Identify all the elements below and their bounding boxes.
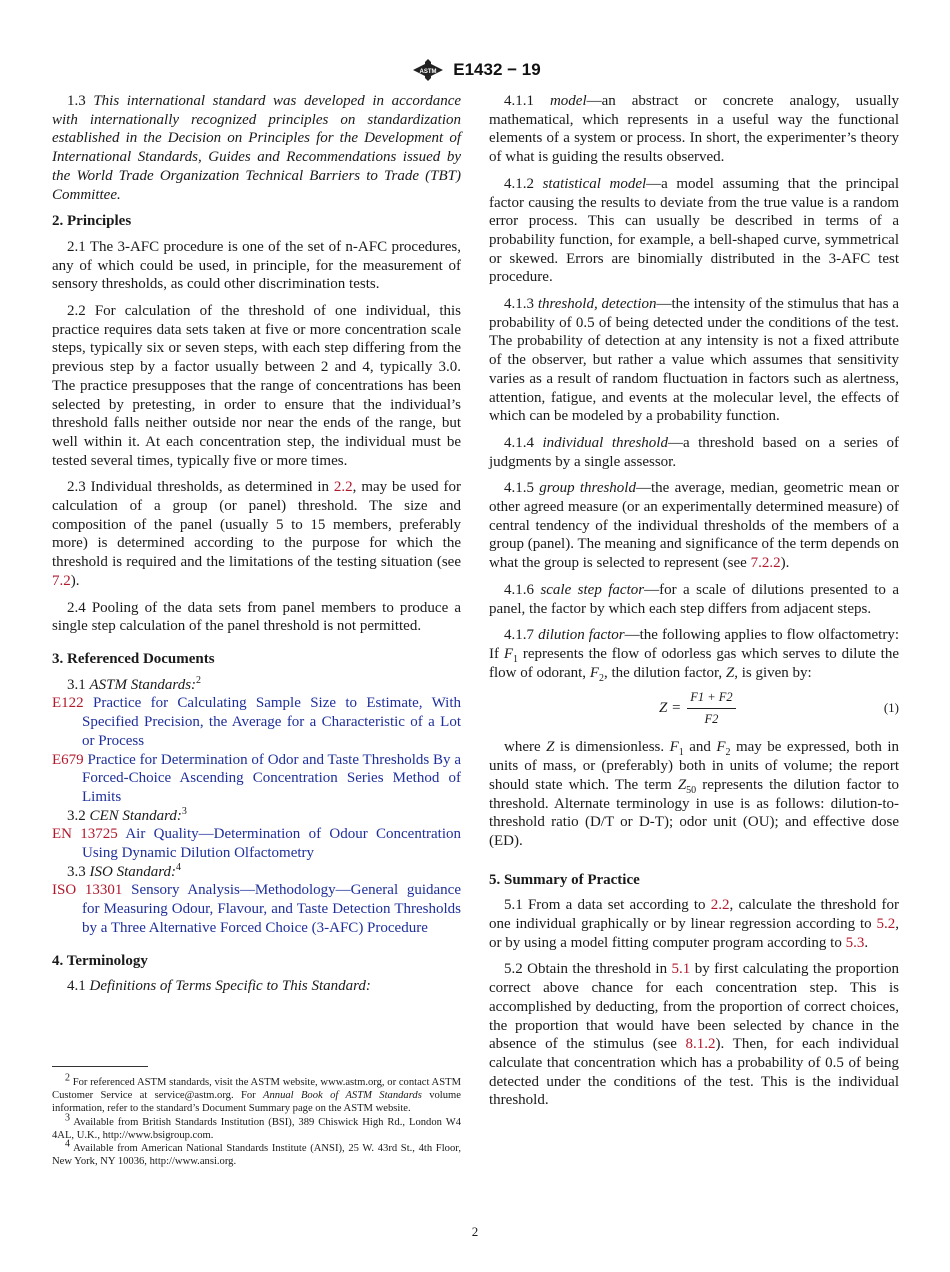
section-2-2: 2.2 For calculation of the threshold of one individual, this practice requires data sets taken at five or more concentration scale steps, typically six or seven steps, with each step differing from the previous step by a factor usually between 2 and 4, typically 3.0. The practice presupposes that the range of concentrations has been selected by pretesting, in order to ensure that the individual’s threshold falls neither outside nor near the ends of the range, but well within it. At each concentration step, the individual must be tested several times, typically five or more times. — [52, 303, 461, 469]
footnote-2: $^2$ For referenced ASTM standards, visit the ASTM website, www.astm.org, or contact ASTM Customer Service at service@astm.org. For Annual Book of ASTM Standards volume information, refer to the standard’s Document Summary page on the ASTM website. — [52, 1072, 461, 1115]
where-paragraph: where Z is dimensionless. $F_1$ and $F_2$ may be expressed, both in units of mass, or (preferably) both in units of volume; the report should state which. The term $Z_{50}$ represents the dilution factor to threshold. Alternate terminology in use is as follows: dilution-to-threshold ratio (D/T or D-T); odor unit (OU); and effective dose (ED). — [489, 739, 899, 849]
equation-number: (1) — [883, 700, 899, 716]
footnote-3: $^3$ Available from British Standards Institution (BSI), 389 Chiswick High Rd., London W4 4AL, U.K., http://www.bsigroup.com. — [52, 1112, 461, 1141]
equation-numerator: F1 + F2 — [687, 688, 735, 709]
definition-4-1-1: 4.1.1 model—an abstract or concrete analogy, usually mathematical, which represents in a useful way the functional elements of a system or process. In short, the experimenter’s theory of what is guiding the results observed. — [489, 93, 900, 166]
ref-e679[interactable]: E679 Practice for Determination of Odor and Taste Thresholds By a Forced-Choice Ascending Concentration Series Method of Limits — [52, 751, 461, 805]
section-1-3: 1.3 This international standard was developed in accordance with internationally recognized principles on standardization established in the Decision on Principles for the Development of International Standards, Guides and Recommendations issued by the World Trade Organization Technical Barriers to Trade (TBT) Committee. — [52, 93, 462, 203]
section-5-heading: 5. Summary of Practice — [489, 871, 640, 888]
section-3-2: 3.2 CEN Standard:$^3$ — [67, 805, 187, 824]
svg-text:ASTM: ASTM — [419, 69, 437, 75]
equation-lhs: Z = — [659, 700, 682, 717]
section-2-4: 2.4 Pooling of the data sets from panel members to produce a single step calculation of the panel threshold is not permitted. — [52, 599, 461, 635]
section-2-1: 2.1 The 3-AFC procedure is one of the set of n-AFC procedures, any of which could be used, in principle, for the measurement of sensory thresholds, as could other discrimination tests. — [52, 238, 461, 293]
definition-4-1-2: 4.1.2 statistical model—a model assuming that the principal factor causing the results to deviate from the true value is a random error process. This can usually be described in terms of a probability function, for example, a bell-shaped curve, symmetrical or skewed. Errors are binomially distributed in the 3-AFC test procedure. — [489, 175, 899, 286]
section-2-3: 2.3 Individual thresholds, as determined in 2.2, may be used for calculation of a group (or panel) threshold. The size and composition of the panel (usually 5 to 15 members, preferably more) is determined according to the purpose for which the threshold is required and the limitations of the testing situation (see 7.2). — [52, 479, 462, 589]
left-column — [52, 92, 461, 996]
link-2-2[interactable]: 2.2 — [710, 897, 730, 914]
link-5-1[interactable]: 5.1 — [671, 961, 691, 978]
equation-denominator: F2 — [704, 711, 719, 726]
link-8-1-2[interactable]: 8.1.2 — [685, 1036, 716, 1053]
section-5-1: 5.1 From a data set according to 2.2, calculate the threshold for one individual graphically or by linear regression according to 5.2, or by using a model fitting computer program according to 5.3. — [489, 897, 899, 951]
definition-4-1-7: 4.1.7 dilution factor—the following applies to flow olfactometry: If $F_1$ represents the flow of odorless gas which serves to dilute the flow of odorant, $F_2$, the dilution factor, Z, is given by: — [489, 627, 900, 684]
link-7-2[interactable]: 7.2 — [52, 572, 71, 589]
definition-4-1-4: 4.1.4 individual threshold—a threshold based on a series of judgments by a single assessor. — [489, 434, 899, 470]
equation-fraction — [687, 688, 735, 728]
definition-4-1-3: 4.1.3 threshold, detection—the intensity of the stimulus that has a probability of 0.5 of being detected under the conditions of the test. The probability of detection at any intensity is not a fixed attribute of the observer, but rather a value which assumes that sensitivity varies as a result of random fluctuation in factors such as alertness, attention, fatigue, and events at the molecular level, the effects of which can be modeled by a probability function. — [489, 296, 899, 425]
page-number: 2 — [471, 1224, 479, 1239]
link-7-2-2[interactable]: 7.2.2 — [750, 555, 781, 572]
ref-iso13301[interactable]: ISO 13301 Sensory Analysis—Methodology—General guidance for Measuring Odour, Flavour, and Taste Detection Thresholds by a Three Alternative Forced Choice (3-AFC) Procedure — [52, 882, 461, 936]
section-3-1: 3.1 ASTM Standards:$^2$ — [67, 674, 202, 693]
definition-4-1-6: 4.1.6 scale step factor—for a scale of dilutions presented to a panel, the factor by which each step differs from adjacent steps. — [489, 581, 900, 617]
footnote-4: $^4$ Available from American National Standards Institute (ANSI), 25 W. 43rd St., 4th Floor, New York, NY 10036, http://www.ansi.org. — [52, 1138, 461, 1168]
section-3-3: 3.3 ISO Standard:$^4$ — [67, 861, 182, 880]
footnotes — [52, 1066, 461, 1168]
ref-en13725[interactable]: EN 13725 Air Quality—Determination of Odour Concentration Using Dynamic Dilution Olfactometry — [52, 826, 461, 862]
definition-4-1-5: 4.1.5 group threshold—the average, median, geometric mean or other agreed measure (or an experimentally determined measure) of central tendency of the individual thresholds of the members of a group (panel). The meaning and significance of the term depends on what the group is selected to represent (see 7.2.2). — [489, 480, 900, 572]
section-3-heading: 3. Referenced Documents — [52, 650, 215, 667]
standard-designation: E1432 − 19 — [453, 60, 541, 79]
right-column — [489, 92, 899, 1118]
section-5-2: 5.2 Obtain the threshold in 5.1 by first calculating the proportion correct above chance for each concentration step. This is accomplished by deducting, from the proportion of correct choices, the proportion that would have been selected by chance in the absence of the stimulus (see 8.1.2). Then, for each individual calculate that concentration which has a probability of 0.5 of being detected under the conditions of the test. This is the individual threshold. — [489, 961, 899, 1109]
page-header — [0, 56, 950, 84]
link-5-3[interactable]: 5.3 — [845, 934, 865, 951]
astm-logo-icon — [409, 58, 447, 82]
link-2-2[interactable]: 2.2 — [333, 479, 353, 496]
section-4-1: 4.1 Definitions of Terms Specific to This Standard: — [67, 978, 371, 995]
section-4-heading: 4. Terminology — [52, 952, 148, 969]
ref-e122[interactable]: E122 Practice for Calculating Sample Size to Estimate, With Specified Precision, the Average for a Characteristic of a Lot or Process — [52, 695, 461, 749]
link-5-2[interactable]: 5.2 — [876, 916, 896, 933]
footnote-rule — [52, 1066, 148, 1067]
equation-1 — [489, 688, 899, 728]
section-2-heading: 2. Principles — [52, 213, 132, 230]
